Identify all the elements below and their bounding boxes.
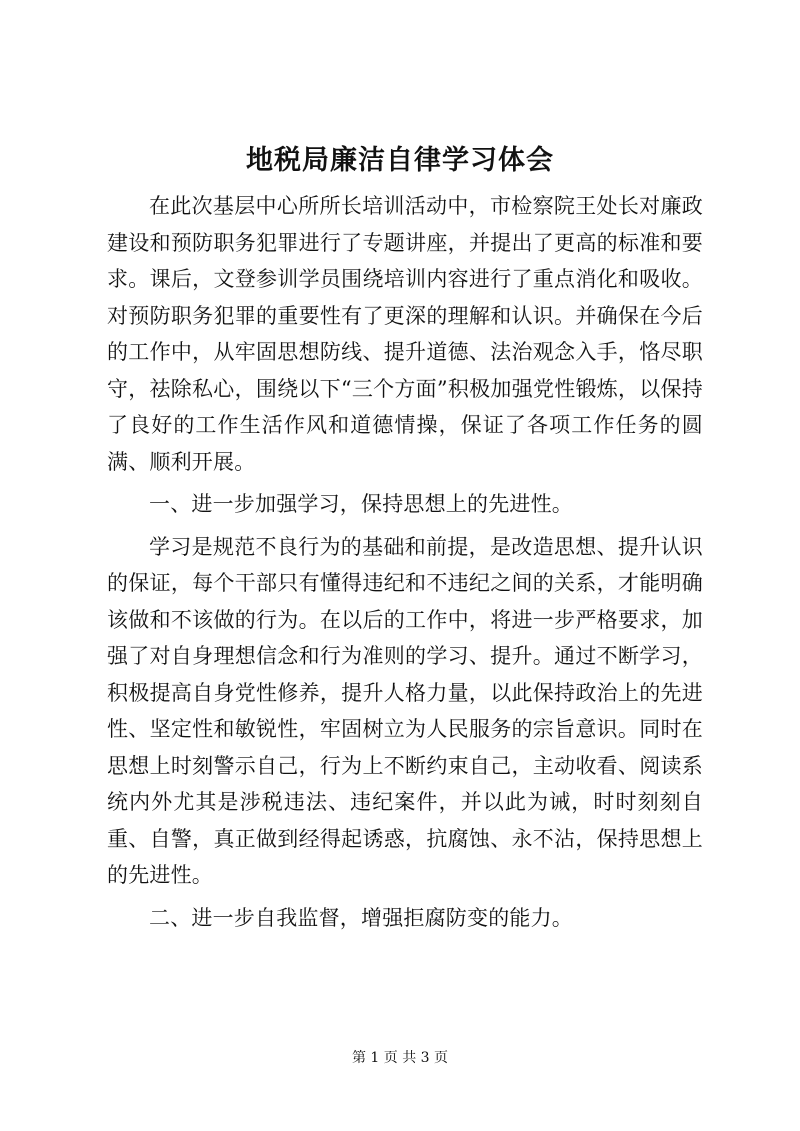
document-title: 地税局廉洁自律学习体会 <box>246 145 554 176</box>
section-heading-1: 一、进一步加强学习，保持思想上的先进性。 <box>149 492 573 516</box>
section-heading-2: 二、进一步自我监督，增强拒腐防变的能力。 <box>149 905 573 930</box>
document-body <box>107 188 703 936</box>
paragraph-study: 学习是规范不良行为的基础和前提，是改造思想、提升认识的保证，每个干部只有懂得违纪和不违纪之间的关系，才能明确该做和不该做的行为。在以后的工作中，将进一步严格要求，加强了对自身理想信念和行为准则的学习、提升。通过不断学习，积极提高自身党性修养，提升人格力量，以此保持政治上的先进性、坚定性和敏锐性，牢固树立为人民服务的宗旨意识。同时在思想上时刻警示自己，行为上不断约束自己，主动收看、阅读系统内外尤其是涉税违法、违纪案件，并以此为诫，时时刻刻自重、自警，真正做到经得起诱惑，抗腐蚀、永不沾，保持思想上的先进性。 <box>107 534 703 887</box>
paragraph-intro: 在此次基层中心所所长培训活动中，市检察院王处长对廉政建设和预防职务犯罪进行了专题讲座，并提出了更高的标准和要求。课后，文登参训学员围绕培训内容进行了重点消化和吸收。对预防职务犯罪的重要性有了更深的理解和认识。并确保在今后的工作中，从牢固思想防线、提升道德、法治观念入手，恪尽职守，祛除私心，围绕以下“三个方面”积极加强党性锻炼，以保持了良好的工作生活作风和道德情操，保证了各项工作任务的圆满、顺利开展。 <box>107 194 703 474</box>
page-footer: 第 1 页 共 3 页 <box>351 1050 449 1066</box>
